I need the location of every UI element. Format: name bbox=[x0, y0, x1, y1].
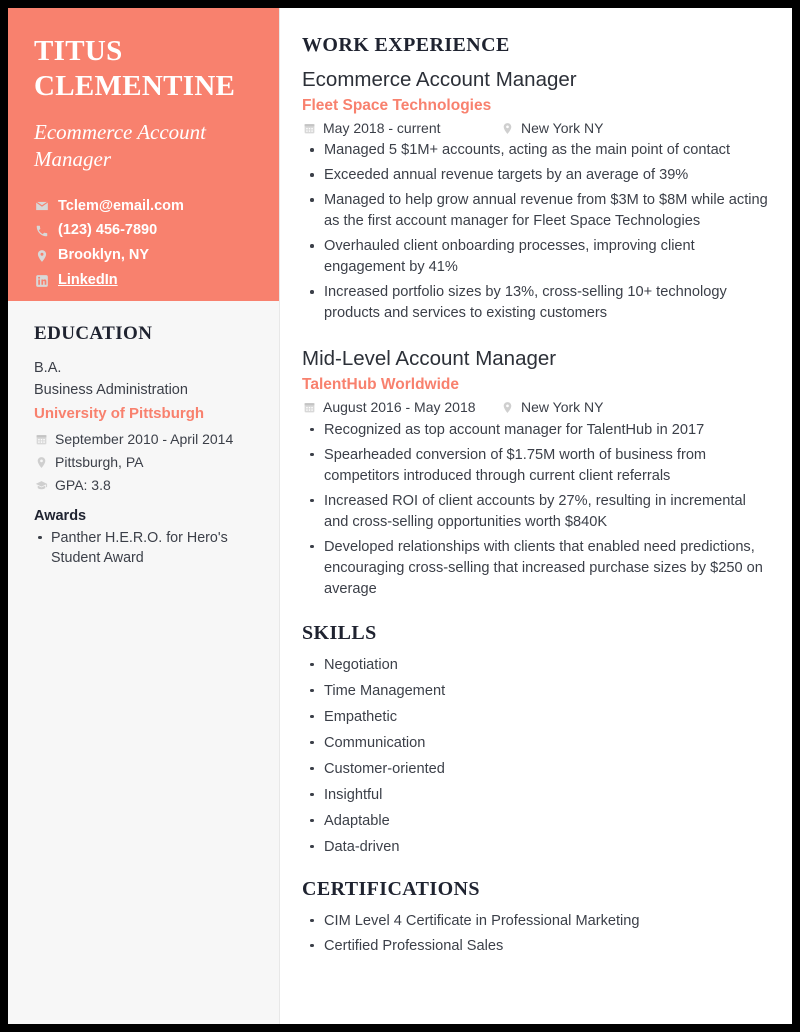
graduation-cap-icon bbox=[34, 478, 48, 492]
job-entry bbox=[302, 67, 768, 324]
education-gpa-text: GPA: 3.8 bbox=[55, 476, 111, 493]
list-item: Increased ROI of client accounts by 27%, resulting in incremental and cross-selling opportunities worth $840K bbox=[302, 491, 768, 533]
job-dates bbox=[302, 120, 500, 137]
skills-section bbox=[302, 622, 768, 858]
list-item: Increased portfolio sizes by 13%, cross-selling 10+ technology products and services to existing customers bbox=[302, 282, 768, 324]
linkedin-icon bbox=[34, 274, 49, 289]
map-pin-icon bbox=[34, 249, 49, 264]
candidate-name bbox=[34, 34, 259, 105]
job-dates bbox=[302, 399, 500, 416]
list-item: Customer-oriented bbox=[302, 759, 768, 780]
list-item: Exceeded annual revenue targets by an average of 39% bbox=[302, 165, 768, 186]
contact-phone bbox=[34, 223, 259, 239]
list-item: Insightful bbox=[302, 785, 768, 806]
list-item: Managed to help grow annual revenue from $3M to $8M while acting as the first account manager for Fleet Space Technologies bbox=[302, 190, 768, 232]
last-name: CLEMENTINE bbox=[34, 70, 236, 103]
job-location-text: New York NY bbox=[521, 399, 604, 416]
awards-heading: Awards bbox=[34, 507, 87, 524]
job-meta bbox=[302, 120, 768, 137]
skills-heading: SKILLS bbox=[302, 621, 377, 644]
contact-linkedin-link[interactable]: LinkedIn bbox=[58, 272, 118, 289]
list-item: Panther H.E.R.O. for Hero's Student Award bbox=[34, 528, 257, 569]
job-location-text: New York NY bbox=[521, 119, 604, 136]
map-pin-icon bbox=[34, 455, 48, 469]
profile-header bbox=[8, 8, 279, 301]
phone-icon bbox=[34, 224, 49, 239]
list-item: Overhauled client onboarding processes, improving client engagement by 41% bbox=[302, 236, 768, 278]
list-item: Communication bbox=[302, 733, 768, 754]
candidate-headline: Ecommerce Account Manager bbox=[34, 119, 207, 171]
job-company: Fleet Space Technologies bbox=[302, 96, 492, 114]
list-item: Data-driven bbox=[302, 837, 768, 858]
job-meta bbox=[302, 399, 768, 416]
contact-location-text: Brooklyn, NY bbox=[58, 247, 150, 264]
education-degree: B.A. bbox=[34, 360, 62, 376]
certifications-list bbox=[302, 911, 768, 957]
education-field: Business Administration bbox=[34, 382, 188, 399]
awards-list bbox=[34, 528, 257, 569]
list-item: Certified Professional Sales bbox=[302, 936, 768, 957]
list-item: Negotiation bbox=[302, 655, 768, 676]
education-gpa bbox=[34, 477, 257, 494]
education-school: University of Pittsburgh bbox=[34, 404, 205, 422]
skills-list bbox=[302, 655, 768, 858]
contact-email bbox=[34, 199, 259, 215]
job-bullets bbox=[302, 420, 768, 600]
education-dates bbox=[34, 431, 257, 448]
job-dates-text: May 2018 - current bbox=[323, 119, 441, 136]
job-location bbox=[500, 399, 603, 416]
work-experience-section bbox=[302, 34, 768, 600]
education-heading: EDUCATION bbox=[34, 323, 153, 344]
contact-list bbox=[34, 199, 259, 290]
resume-document bbox=[8, 8, 792, 1024]
map-pin-icon bbox=[500, 400, 514, 414]
education-section bbox=[8, 301, 279, 572]
list-item: Spearheaded conversion of $1.75M worth of business from competitors introduced through current client referrals bbox=[302, 445, 768, 487]
list-item: Empathetic bbox=[302, 707, 768, 728]
map-pin-icon bbox=[500, 121, 514, 135]
sidebar bbox=[8, 8, 280, 1024]
list-item: Managed 5 $1M+ accounts, acting as the main point of contact bbox=[302, 140, 768, 161]
list-item: Time Management bbox=[302, 681, 768, 702]
list-item: Recognized as top account manager for TalentHub in 2017 bbox=[302, 420, 768, 441]
education-dates-text: September 2010 - April 2014 bbox=[55, 431, 234, 448]
job-location bbox=[500, 120, 603, 137]
job-bullets bbox=[302, 140, 768, 324]
job-role: Mid-Level Account Manager bbox=[302, 347, 557, 371]
certifications-section bbox=[302, 878, 768, 957]
envelope-icon bbox=[34, 199, 49, 214]
job-dates-text: August 2016 - May 2018 bbox=[323, 399, 476, 416]
calendar-icon bbox=[302, 121, 316, 135]
job-role: Ecommerce Account Manager bbox=[302, 68, 577, 91]
contact-phone-text: (123) 456-7890 bbox=[58, 222, 158, 239]
list-item: CIM Level 4 Certificate in Professional Marketing bbox=[302, 911, 768, 932]
first-name: TITUS bbox=[34, 35, 123, 67]
job-entry bbox=[302, 346, 768, 599]
calendar-icon bbox=[34, 433, 48, 447]
list-item: Developed relationships with clients that enabled need predictions, encouraging cross-selling that increased purchase sizes by $250 on average bbox=[302, 537, 768, 600]
education-location bbox=[34, 454, 257, 471]
education-location-text: Pittsburgh, PA bbox=[55, 453, 144, 470]
list-item: Adaptable bbox=[302, 811, 768, 832]
contact-location bbox=[34, 248, 259, 264]
work-experience-heading: WORK EXPERIENCE bbox=[302, 34, 510, 56]
calendar-icon bbox=[302, 400, 316, 414]
main-column bbox=[280, 8, 792, 1024]
contact-email-text: Tclem@email.com bbox=[58, 197, 184, 214]
job-company: TalentHub Worldwide bbox=[302, 376, 460, 394]
contact-linkedin[interactable] bbox=[34, 273, 259, 289]
certifications-heading: CERTIFICATIONS bbox=[302, 877, 480, 900]
